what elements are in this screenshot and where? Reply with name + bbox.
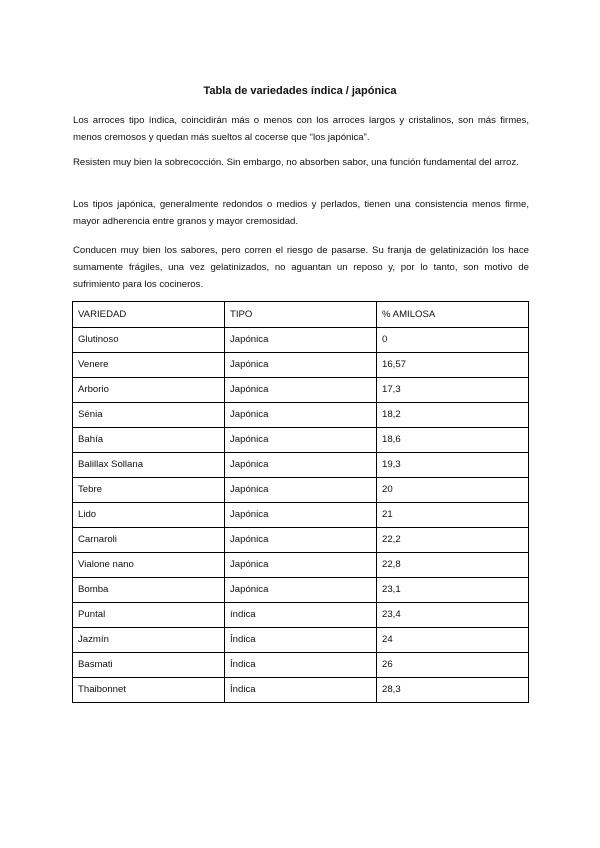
cell-variedad: Jazmín bbox=[73, 628, 225, 653]
cell-amilosa: 22,8 bbox=[377, 553, 529, 578]
cell-variedad: Puntal bbox=[73, 603, 225, 628]
cell-tipo: Japónica bbox=[225, 553, 377, 578]
table-row bbox=[73, 628, 529, 653]
cell-variedad: Tebre bbox=[73, 478, 225, 503]
document-title: Tabla de variedades índica / japónica bbox=[203, 85, 397, 97]
cell-amilosa: 22,2 bbox=[377, 528, 529, 553]
cell-amilosa: 24 bbox=[377, 628, 529, 653]
table-row bbox=[73, 528, 529, 553]
cell-amilosa: 18,6 bbox=[377, 428, 529, 453]
cell-variedad: Vialone nano bbox=[73, 553, 225, 578]
table-row bbox=[73, 578, 529, 603]
cell-tipo: Japónica bbox=[225, 378, 377, 403]
cell-amilosa: 17,3 bbox=[377, 378, 529, 403]
cell-amilosa: 20 bbox=[377, 478, 529, 503]
cell-variedad: Venere bbox=[73, 353, 225, 378]
rice-varieties-table bbox=[72, 301, 529, 703]
table-row bbox=[73, 603, 529, 628]
cell-tipo: índica bbox=[225, 603, 377, 628]
cell-amilosa: 28,3 bbox=[377, 678, 529, 703]
table-header-row bbox=[73, 302, 529, 328]
cell-tipo: Japónica bbox=[225, 478, 377, 503]
cell-amilosa: 23,4 bbox=[377, 603, 529, 628]
cell-tipo: Japónica bbox=[225, 453, 377, 478]
header-amilosa: % AMILOSA bbox=[377, 302, 529, 328]
table-row bbox=[73, 403, 529, 428]
table-row bbox=[73, 428, 529, 453]
cell-amilosa: 21 bbox=[377, 503, 529, 528]
cell-amilosa: 18,2 bbox=[377, 403, 529, 428]
header-tipo: TIPO bbox=[225, 302, 377, 328]
cell-amilosa: 19,3 bbox=[377, 453, 529, 478]
cell-variedad: Bomba bbox=[73, 578, 225, 603]
table-row bbox=[73, 678, 529, 703]
cell-tipo: Japónica bbox=[225, 428, 377, 453]
paragraph-indica-properties: Resisten muy bien la sobrecocción. Sin embargo, no absorben sabor, una función fundamental del arroz. bbox=[73, 157, 519, 168]
cell-tipo: Japónica bbox=[225, 328, 377, 353]
cell-variedad: Bahía bbox=[73, 428, 225, 453]
cell-tipo: Índica bbox=[225, 628, 377, 653]
cell-variedad: Sénia bbox=[73, 403, 225, 428]
cell-tipo: Japónica bbox=[225, 503, 377, 528]
cell-tipo: Japónica bbox=[225, 353, 377, 378]
cell-tipo: Índica bbox=[225, 653, 377, 678]
table-row bbox=[73, 553, 529, 578]
table-row bbox=[73, 353, 529, 378]
cell-variedad: Lido bbox=[73, 503, 225, 528]
cell-variedad: Arborio bbox=[73, 378, 225, 403]
cell-variedad: Balillax Sollana bbox=[73, 453, 225, 478]
paragraph-japonica-properties: Conducen muy bien los sabores, pero corren el riesgo de pasarse. Su franja de gelatinización los hace sumamente frágiles, una vez gelatinizados, no aguantan un reposo y, por lo tanto, son motivo de sufrimiento para los cocineros. bbox=[73, 245, 529, 290]
cell-amilosa: 16,57 bbox=[377, 353, 529, 378]
cell-tipo: Japónica bbox=[225, 578, 377, 603]
table-row bbox=[73, 503, 529, 528]
paragraph-indica-description: Los arroces tipo índica, coincidirán más o menos con los arroces largos y cristalinos, son más firmes, menos cremosos y quedan más sueltos al cocerse que “los japónica”. bbox=[73, 115, 529, 143]
table-row bbox=[73, 378, 529, 403]
cell-variedad: Glutinoso bbox=[73, 328, 225, 353]
paragraph-japonica-description: Los tipos japónica, generalmente redondos o medios y perlados, tienen una consistencia menos firme, mayor adherencia entre granos y mayor cremosidad. bbox=[73, 199, 529, 227]
cell-tipo: Japónica bbox=[225, 528, 377, 553]
header-variedad: VARIEDAD bbox=[73, 302, 225, 328]
cell-amilosa: 26 bbox=[377, 653, 529, 678]
cell-variedad: Thaibonnet bbox=[73, 678, 225, 703]
table-row bbox=[73, 453, 529, 478]
cell-amilosa: 23,1 bbox=[377, 578, 529, 603]
table-row bbox=[73, 328, 529, 353]
table-row bbox=[73, 478, 529, 503]
cell-tipo: Índica bbox=[225, 678, 377, 703]
cell-tipo: Japónica bbox=[225, 403, 377, 428]
table-body bbox=[73, 328, 529, 703]
table-row bbox=[73, 653, 529, 678]
cell-variedad: Carnaroli bbox=[73, 528, 225, 553]
cell-amilosa: 0 bbox=[377, 328, 529, 353]
cell-variedad: Basmati bbox=[73, 653, 225, 678]
